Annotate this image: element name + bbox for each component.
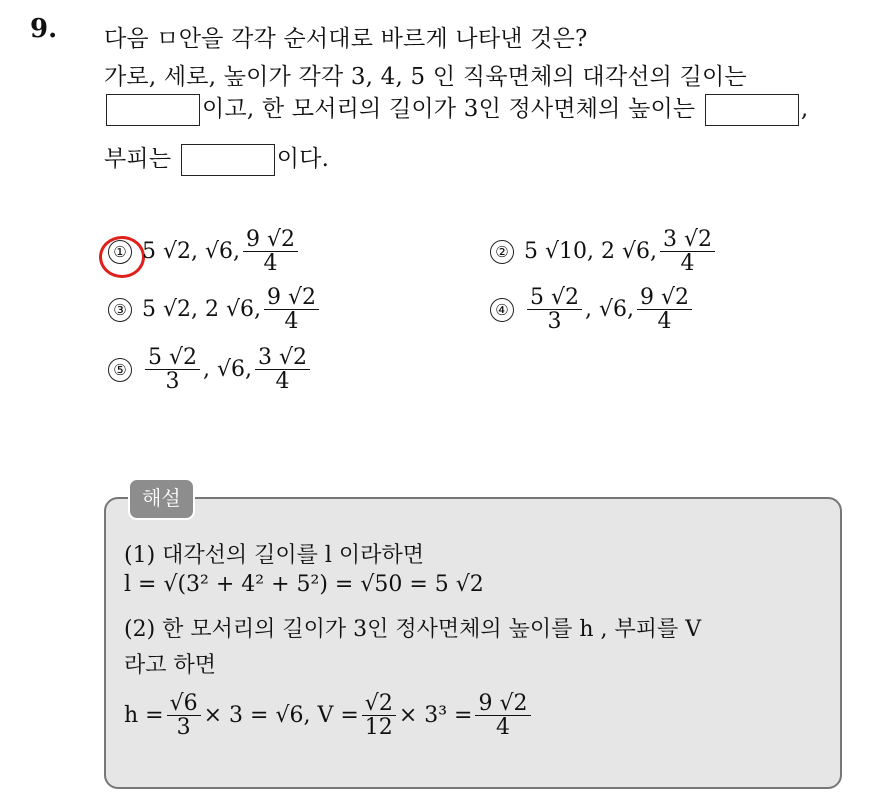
option-5-pre-den: 3 [165,369,180,395]
answer-blank-1[interactable] [106,94,200,126]
solution-frac-2-den: 12 [364,715,393,741]
solution-frac-3-num: 9 √2 [475,692,530,716]
option-2-fraction [660,228,715,275]
option-5-frac-den: 4 [275,369,290,395]
option-3-number: ③ [108,298,132,322]
option-2-text: 5 √10, 2 √6, [524,239,657,265]
option-4-fraction [637,286,692,333]
option-5-frac-num: 3 √2 [255,346,310,370]
option-2[interactable] [490,228,718,275]
option-4-pre-fraction [527,286,582,333]
solution-frac-2-num: √2 [362,692,396,716]
solution-frac-1-num: √6 [167,692,201,716]
solution-line-5 [124,692,534,739]
question-line-1: 다음 ㅁ안을 각각 순서대로 바르게 나타낸 것은? [104,26,588,52]
solution-frac-2 [362,692,396,739]
option-1-text: 5 √2, √6, [142,239,241,265]
option-3-frac-den: 4 [284,309,299,335]
option-1-fraction [243,228,298,275]
question-number: 9. [30,14,58,44]
option-3-text: 5 √2, 2 √6, [142,297,261,323]
question-line-4a: 부피는 [104,146,172,172]
option-2-frac-num: 3 √2 [660,228,715,252]
option-3-frac-num: 9 √2 [264,286,319,310]
question-line-3b: , [800,96,809,122]
option-4-frac-den: 4 [657,309,672,335]
question-line-2: 가로, 세로, 높이가 각각 3, 4, 5 인 직육면체의 대각선의 길이는 [104,64,747,90]
solution-frac-1 [167,692,201,739]
answer-blank-3[interactable] [181,144,275,176]
answer-blank-2[interactable] [705,94,799,126]
option-4-number: ④ [490,298,514,322]
solution-line-5a: h = [124,703,164,729]
solution-tag: 해설 [128,478,195,520]
option-1-number: ① [108,240,132,264]
solution-line-5b: × 3 = √6, V = [203,703,359,729]
option-5-number: ⑤ [108,358,132,382]
question-line-3a: 이고, 한 모서리의 길이가 3인 정사면체의 높이는 [202,96,696,122]
option-5-fraction [255,346,310,393]
option-2-frac-den: 4 [680,251,695,277]
option-1-frac-num: 9 √2 [243,228,298,252]
question-line-3 [104,90,808,126]
solution-line-2: l = √(3² + 4² + 5²) = √50 = 5 √2 [124,572,484,597]
option-3[interactable] [108,286,322,333]
option-5-text: , √6, [203,357,253,383]
option-3-fraction [264,286,319,333]
option-4-text: , √6, [585,297,635,323]
option-4-pre-num: 5 √2 [527,286,582,310]
question-line-4 [104,140,329,176]
solution-line-5c: × 3³ = [398,703,473,729]
option-5-pre-fraction [145,346,200,393]
solution-line-3: (2) 한 모서리의 길이가 3인 정사면체의 높이를 h , 부피를 V [124,617,702,642]
option-1-frac-den: 4 [263,251,278,277]
option-4[interactable] [490,286,695,333]
option-4-frac-num: 9 √2 [637,286,692,310]
option-5[interactable] [108,346,313,393]
option-1[interactable] [108,228,301,275]
solution-frac-3 [475,692,530,739]
option-4-pre-den: 3 [547,309,562,335]
option-2-number: ② [490,240,514,264]
solution-line-4: 라고 하면 [124,653,217,678]
option-5-pre-num: 5 √2 [145,346,200,370]
solution-frac-3-den: 4 [495,715,510,741]
question-line-4b: 이다. [276,146,330,172]
solution-line-1: (1) 대각선의 길이를 l 이라하면 [124,543,424,568]
solution-frac-1-den: 3 [176,715,191,741]
